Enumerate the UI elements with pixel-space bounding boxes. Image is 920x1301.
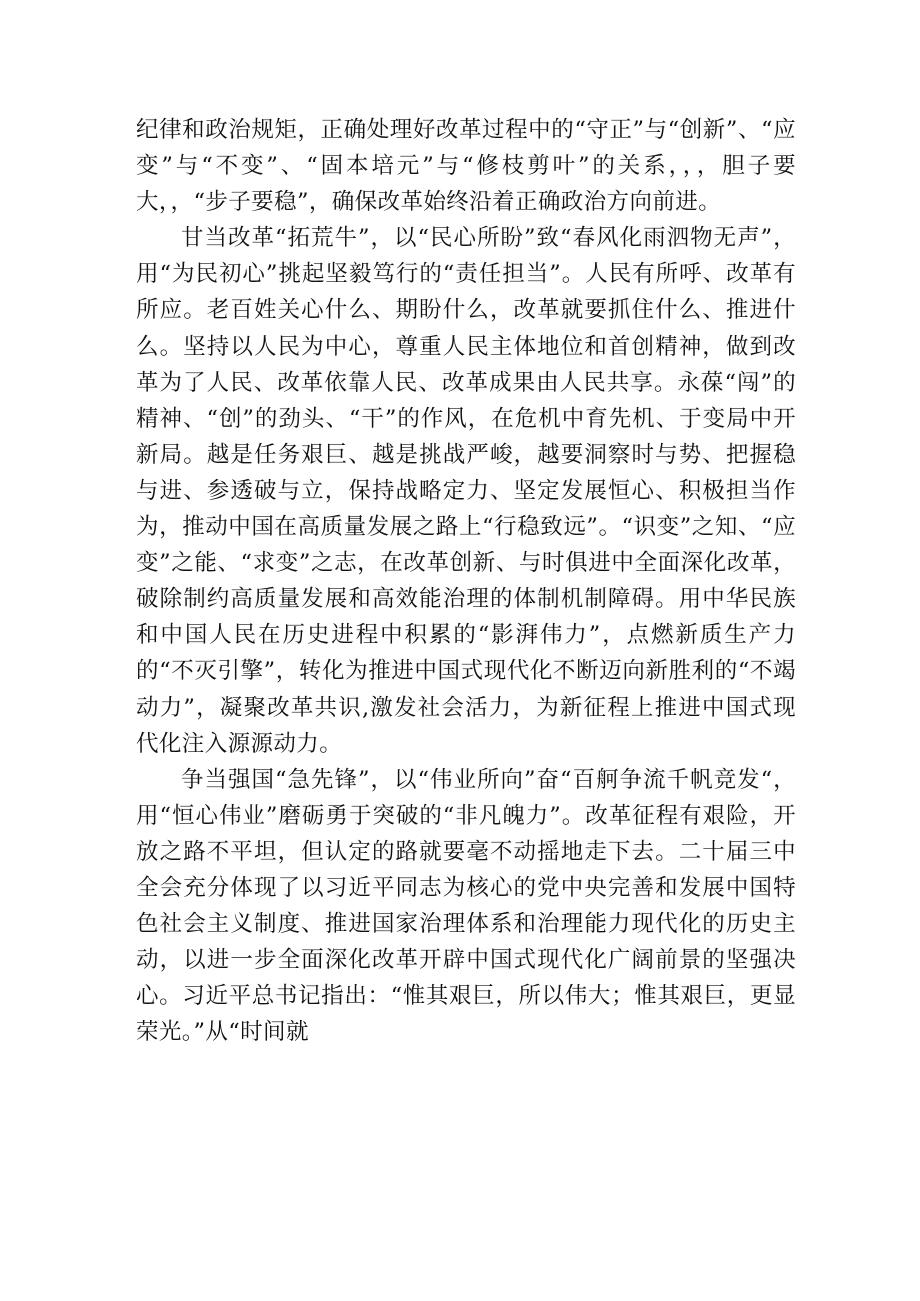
paragraph-1: 纪律和政治规矩，正确处理好改革过程中的“守正”与“创新”、“应变”与“不变”、“固本培元”与“修枝剪叶”的关系，，，胆子要大，，“步子要稳”，确保改革始终沿着正确政治方向前进。 <box>136 117 796 216</box>
document-body <box>136 112 796 1050</box>
paragraph-2: 甘当改革“拓荒牛”，以“民心所盼”致“春风化雨泗物无声”，用“为民初心”挑起坚毅笃行的“责任担当”。人民有所呼、改革有所应。老百姓关心什么、期盼什么，改革就要抓住什么、推进什么。坚持以人民为中心，尊重人民主体地位和首创精神，做到改革为了人民、改革依靠人民、改革成果由人民共享。永葆“闯”的精神、“创”的劲头、“干”的作风，在危机中育先机、于变局中开新局。越是任务艰巨、越是挑战严峻，越要洞察时与势、把握稳与进、参透破与立，保持战略定力、坚定发展恒心、积极担当作为，推动中国在高质量发展之路上“行稳致远”。“识变”之知、“应变”之能、“求变”之志，在改革创新、与时俱进中全面深化改革，破除制约高质量发展和高效能治理的体制机制障碍。用中华民族和中国人民在历史进程中积累的“影湃伟力”，点燃新质生产力的“不灭引擎”，转化为推进中国式现代化不断迈向新胜利的“不竭动力”，凝聚改革共识,激发社会活力，为新征程上推进中国式现代化注入源源动力。 <box>136 225 796 757</box>
paragraph-3: 争当强国“急先锋”，以“伟业所向”奋“百舸争流千帆竞发“，用“恒心伟业”磨砺勇于突破的“非凡魄力”。改革征程有艰险，开放之路不平坦，但认定的路就要毫不动摇地走下去。二十届三中全会充分体现了以习近平同志为核心的党中央完善和发展中国特色社会主义制度、推进国家治理体系和治理能力现代化的历史主动，以进一步全面深化改革开辟中国式现代化广阔前景的坚强决心。习近平总书记指出：“惟其艰巨，所以伟大；惟其艰巨，更显荣光。”从“时间就 <box>136 766 796 1046</box>
